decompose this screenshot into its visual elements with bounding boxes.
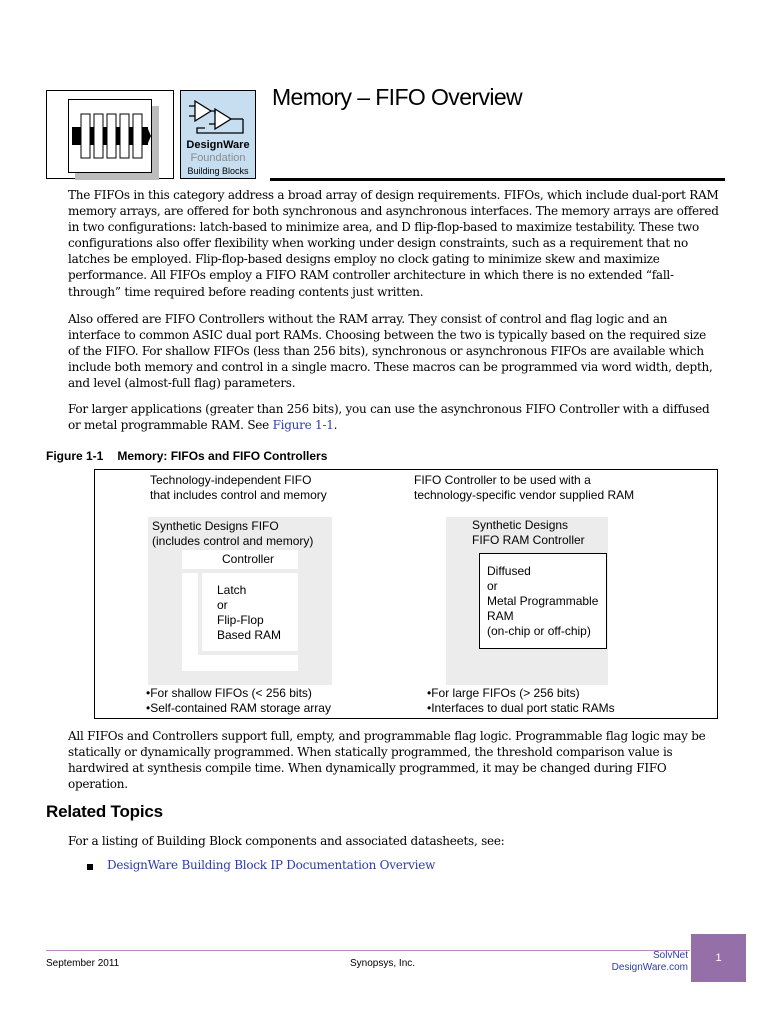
right-heading [414, 473, 634, 503]
latch-ram-text [217, 583, 281, 643]
related-topics-heading: Related Topics [46, 802, 163, 821]
footer-company: Synopsys, Inc. [350, 958, 416, 969]
logic-gates-icon [187, 95, 249, 135]
diffused-ram-text [487, 564, 598, 639]
controller-label: Controller [222, 552, 275, 566]
fifo-ram-controller-title-line-2: FIFO RAM Controller [472, 533, 585, 547]
paragraph-fifo-controllers: Also offered are FIFO Controllers without the RAM array. They consist of control and flag logic and an interface to common ASIC dual port RAMs. Choosing between the two is typically based on the required size of the FIFO. For shallow FIFOs (less than 256 bits), synchronous or asynchronous FIFOs are available which include both memory and control in a single macro. These macros can be programmed via word width, depth, and level (almost-full flag) parameters. [68, 312, 713, 391]
diffused-ram-line-3: Metal Programmable [487, 594, 599, 608]
footer-links [586, 950, 688, 974]
fifo-ram-controller-block [446, 517, 610, 685]
fifo-figure [94, 469, 718, 719]
synthetic-fifo-title-line-2: (includes control and memory) [152, 534, 314, 548]
solvnet-link[interactable]: SolvNet [652, 950, 688, 961]
left-bullet-2: •Self-contained RAM storage array [146, 701, 331, 715]
left-heading-line-1: Technology-independent FIFO [150, 473, 312, 487]
paragraph-flag-logic: All FIFOs and Controllers support full, empty, and programmable flag logic. Programmable flag logic may be statically or dynamically programmed. When statically programmed, the threshold comparison value is hardwired at synthesis compile time. When dynamically programmed, it may be changed during FIFO operation. [68, 729, 706, 792]
fifo-ram-controller-title [472, 518, 585, 548]
synthetic-fifo-title-line-1: Synthetic Designs FIFO [152, 519, 279, 533]
title-rule [270, 178, 725, 181]
right-heading-line-2: technology-specific vendor supplied RAM [414, 488, 635, 502]
page-number-badge [691, 934, 746, 982]
figure-caption [46, 449, 327, 463]
latch-ram-line-2: or [217, 598, 228, 612]
paragraph-larger-applications [68, 401, 720, 433]
logo-line-foundation: Foundation [190, 152, 246, 164]
designware-link[interactable]: DesignWare.com [611, 962, 688, 973]
right-bullet-2: •Interfaces to dual port static RAMs [427, 701, 615, 715]
footer-date: September 2011 [46, 958, 120, 969]
logo-line-designware: DesignWare [186, 139, 250, 151]
left-heading-line-2: that includes control and memory [150, 488, 327, 502]
fifo-logo [46, 90, 174, 179]
related-topics-intro: For a listing of Building Block components and associated datasheets, see: [68, 834, 505, 848]
page-number: 1 [715, 952, 722, 964]
fifo-logo-frame [68, 99, 152, 173]
logo-line-building-blocks: Building Blocks [187, 166, 249, 176]
designware-logo [180, 90, 256, 179]
latch-ram-line-3: Flip-Flop [217, 613, 264, 627]
building-block-docs-link[interactable]: DesignWare Building Block IP Documentation Overview [107, 858, 436, 872]
left-bullet-1: •For shallow FIFOs (< 256 bits) [146, 686, 312, 700]
diffused-ram-line-4: RAM [487, 609, 514, 623]
right-heading-line-1: FIFO Controller to be used with a [414, 473, 591, 487]
figure-number: Figure 1-1 [46, 449, 104, 463]
diffused-ram-box [479, 553, 607, 649]
controller-block-gap [608, 517, 610, 685]
diffused-ram-line-5: (on-chip or off-chip) [487, 624, 591, 638]
square-bullet-icon [87, 864, 93, 870]
figure-1-1-link[interactable]: Figure 1-1 [272, 418, 334, 433]
latch-ram-line-4: Based RAM [217, 628, 282, 642]
fifo-ram-controller-title-line-1: Synthetic Designs [472, 518, 569, 532]
paragraph-larger-applications-text: For larger applications (greater than 256 bits), you can use the asynchronous FIFO Controller with a diffused or metal programmable RAM. See [68, 402, 710, 433]
left-bullets [146, 686, 331, 716]
frame-bottom-bar [182, 655, 298, 671]
left-heading [150, 473, 327, 503]
latch-ram-line-1: Latch [217, 583, 247, 597]
controller-box [182, 550, 298, 569]
figure-title: Memory: FIFOs and FIFO Controllers [117, 449, 328, 463]
synthetic-fifo-title [152, 519, 313, 549]
page-title: Memory – FIFO Overview [272, 84, 523, 110]
right-bullet-1: •For large FIFOs (> 256 bits) [427, 686, 580, 700]
paragraph-larger-applications-end: . [333, 418, 338, 433]
diffused-ram-line-1: Diffused [487, 564, 531, 578]
diffused-ram-line-2: or [487, 579, 498, 593]
right-bullets [427, 686, 615, 716]
fifo-stack-icon [69, 100, 151, 172]
latch-ram-box [202, 573, 298, 651]
synthetic-fifo-block [148, 517, 332, 685]
paragraph-fifo-intro: The FIFOs in this category address a broad array of design requirements. FIFOs, which include dual-port RAM memory arrays, are offered for both synchronous and asynchronous interfaces. The memory arrays are offered in two configurations: latch-based to minimize area, and D flip-flop-based to maximize testability. These two configurations also offer flexibility when working under design constraints, such as a requirement that no latches be employed. Flip-flop-based designs employ no clock gating to minimize skew and maximize performance. All FIFOs employ a FIFO RAM controller architecture in which there is no extended “fall-through” time required before reading contents just written. [68, 188, 719, 299]
